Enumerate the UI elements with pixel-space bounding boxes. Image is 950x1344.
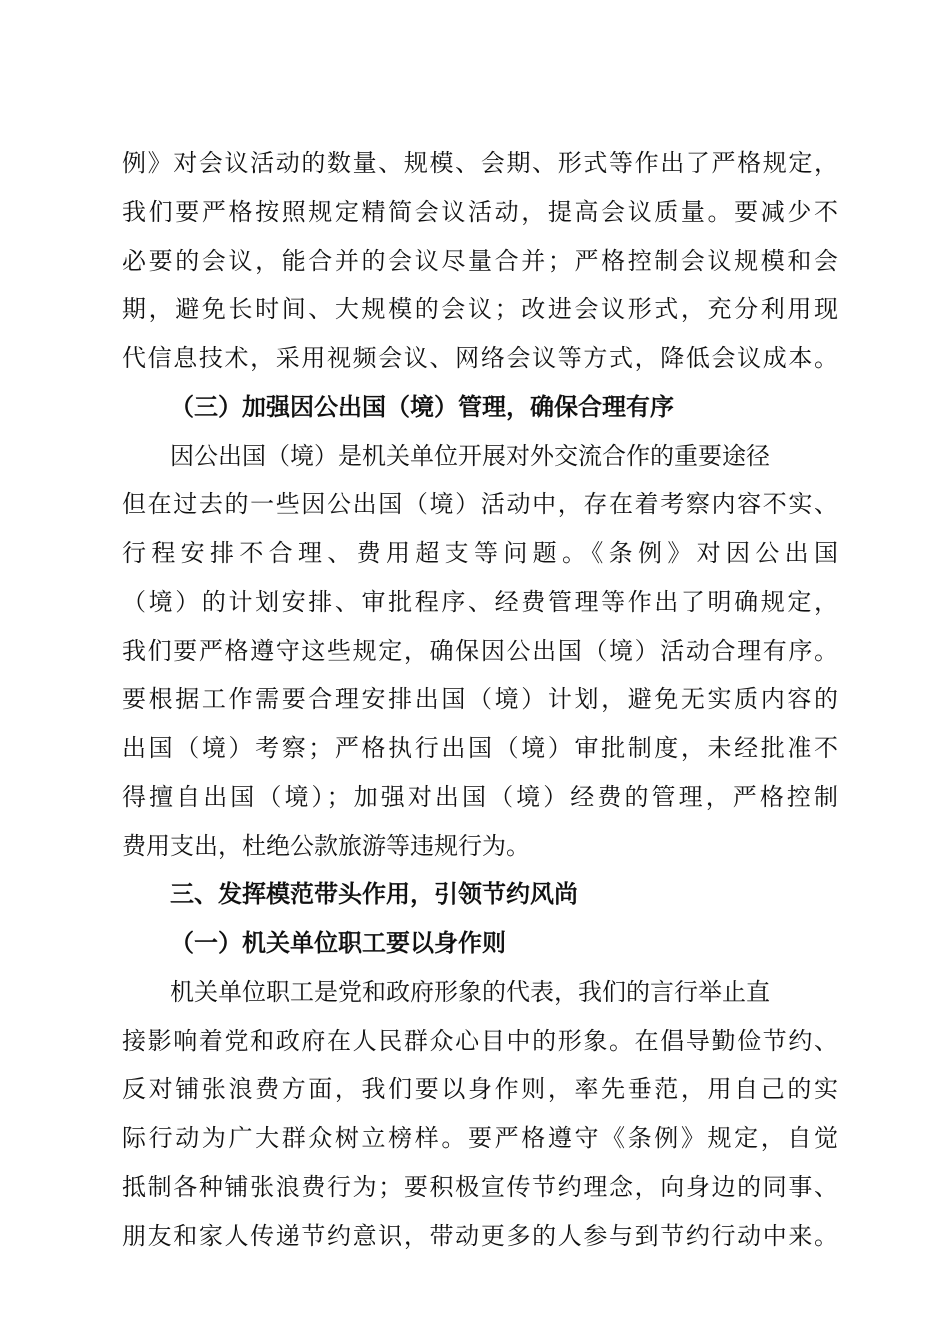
section-subheading: （三）加强因公出国（境）管理，确保合理有序 (170, 391, 674, 421)
text-line: 我们要严格按照规定精简会议活动，提高会议质量。要减少不 (122, 197, 838, 226)
text-line: 但在过去的一些因公出国（境）活动中，存在着考察内容不实、 (122, 490, 838, 519)
section-subheading: （一）机关单位职工要以身作则 (170, 928, 506, 957)
paragraph-first-line: 机关单位职工是党和政府形象的代表，我们的言行举止直 (170, 977, 770, 1006)
text-line: 朋友和家人传递节约意识，带动更多的人参与到节约行动中来。 (122, 1221, 838, 1250)
text-line: 出国（境）考察；严格执行出国（境）审批制度，未经批准不 (122, 734, 838, 762)
text-line: 反对铺张浪费方面，我们要以身作则，率先垂范，用自己的实 (122, 1075, 838, 1104)
paragraph-first-line: 因公出国（境）是机关单位开展对外交流合作的重要途径 (170, 441, 770, 470)
text-line: 必要的会议，能合并的会议尽量合并；严格控制会议规模和会 (122, 246, 838, 275)
section-heading: 三、发挥模范带头作用，引领节约风尚 (170, 880, 578, 909)
text-line: 际行动为广大群众树立榜样。要严格遵守《条例》规定，自觉 (122, 1124, 838, 1152)
text-line: 例》对会议活动的数量、规模、会期、形式等作出了严格规定， (122, 149, 838, 177)
text-line: 接影响着党和政府在人民群众心目中的形象。在倡导勤俭节约、 (122, 1026, 838, 1055)
text-line: 行程安排不合理、费用超支等问题。《条例》对因公出国 (122, 539, 838, 567)
text-line: （境）的计划安排、审批程序、经费管理等作出了明确规定， (122, 587, 838, 616)
body-text (122, 139, 838, 1260)
text-line: 抵制各种铺张浪费行为；要积极宣传节约理念，向身边的同事、 (122, 1172, 838, 1201)
text-line: 得擅自出国（境）；加强对出国（境）经费的管理，严格控制 (122, 782, 838, 811)
text-line: 费用支出，杜绝公款旅游等违规行为。 (122, 831, 530, 860)
text-line: 我们要严格遵守这些规定，确保因公出国（境）活动合理有序。 (122, 636, 838, 665)
text-line: 要根据工作需要合理安排出国（境）计划，避免无实质内容的 (122, 685, 838, 714)
text-line: 期，避免长时间、大规模的会议；改进会议形式，充分利用现 (122, 295, 838, 324)
text-line: 代信息技术，采用视频会议、网络会议等方式，降低会议成本。 (122, 344, 838, 372)
